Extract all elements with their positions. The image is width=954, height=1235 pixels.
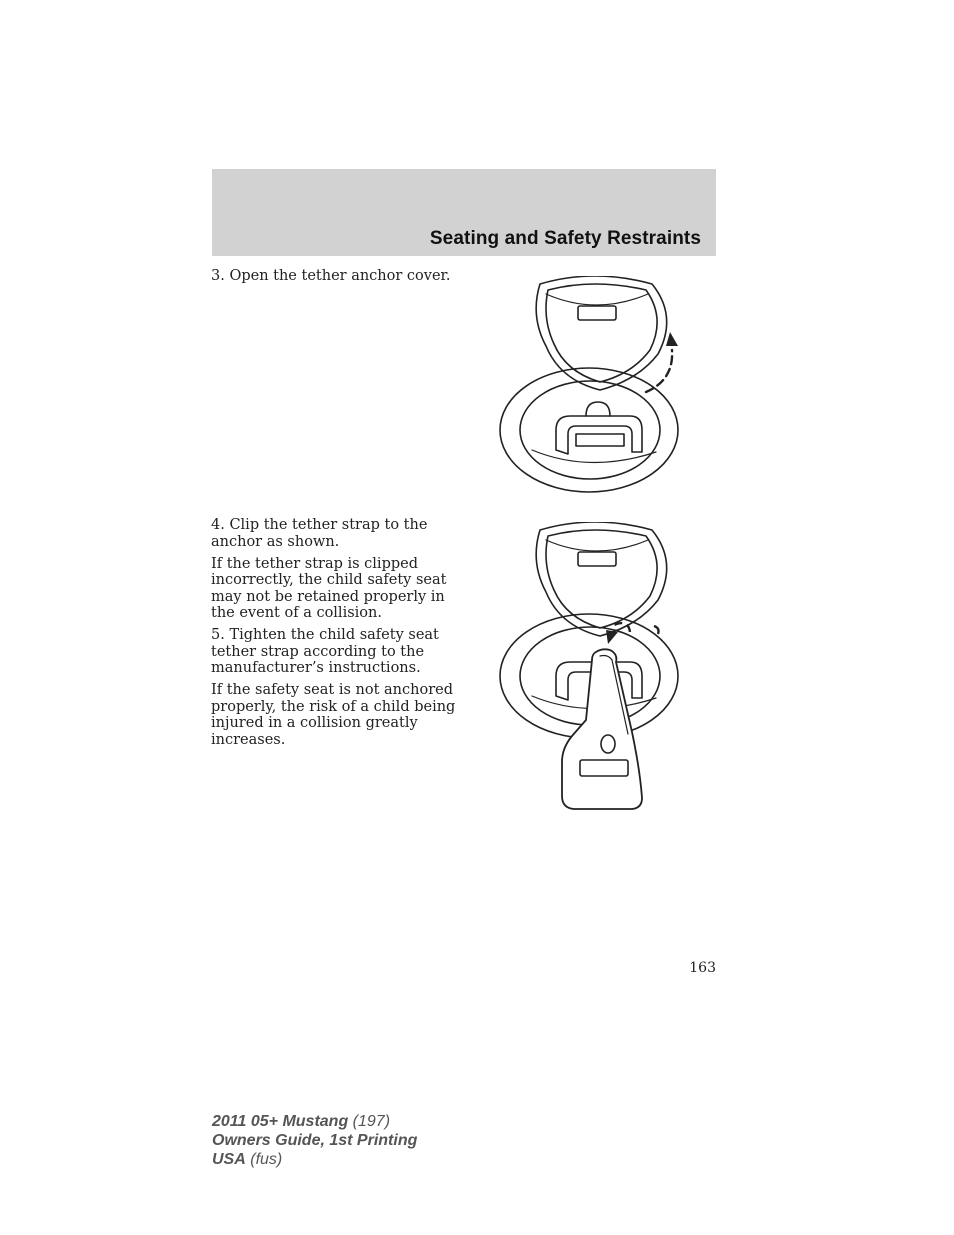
anchor-cover-inner [546, 284, 657, 382]
anchor-bar [556, 416, 642, 454]
clip-tether-strap-illustration [496, 522, 682, 812]
cover-rim-band [546, 294, 648, 305]
page-number: 163 [689, 960, 716, 976]
step-3-text: 3. Open the tether anchor cover. [211, 268, 451, 284]
section-title: Seating and Safety Restraints [429, 228, 701, 249]
step-4-5-text-block [211, 517, 473, 754]
step-4-warning-text: If the tether strap is clipped incorrectly, the child safety seat may not be retained properly in the event of a collision. [211, 555, 447, 621]
anchor-post [586, 402, 610, 416]
arrow-head-icon [606, 630, 618, 644]
clip-direction-arrow-start [654, 626, 659, 634]
cover-latch-tab [578, 552, 616, 566]
arrow-head-icon [666, 332, 678, 346]
section-header-bar [212, 169, 716, 256]
step-4-text: 4. Clip the tether strap to the anchor as shown. [211, 517, 428, 550]
anchor-cover-inner [546, 530, 657, 628]
step-3-text-block [211, 268, 473, 290]
anchor-bar-slot [576, 434, 624, 446]
cover-latch-tab [578, 306, 616, 320]
footer-guide-edition: Owners Guide, 1st Printing [212, 1132, 418, 1149]
document-footer [212, 1112, 417, 1169]
cover-rim-band [546, 540, 648, 551]
step-5-warning-text: If the safety seat is not anchored properly, the risk of a child being injured in a collision greatly increases. [211, 682, 456, 748]
footer-line-1 [212, 1112, 417, 1131]
footer-market: USA [212, 1151, 246, 1168]
step-5-text: 5. Tighten the child safety seat tether strap according to the manufacturer’s instructions. [211, 627, 439, 676]
footer-line-3 [212, 1150, 417, 1169]
footer-model-code: (197) [352, 1113, 391, 1130]
footer-market-code: (fus) [250, 1151, 283, 1168]
open-tether-cover-illustration [496, 276, 682, 494]
anchor-housing-inner [520, 381, 660, 479]
footer-model: 2011 05+ Mustang [212, 1113, 349, 1130]
footer-line-2 [212, 1131, 417, 1150]
